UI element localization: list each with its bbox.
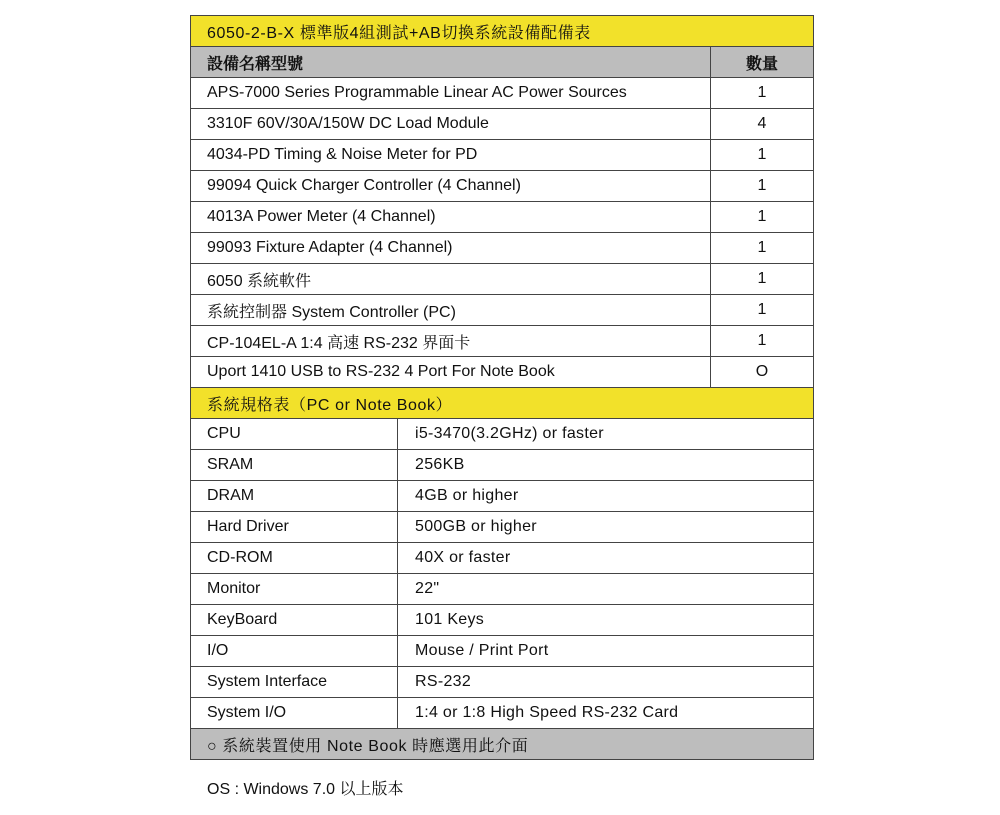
equipment-name: 4013A Power Meter (4 Channel) — [191, 202, 711, 232]
spec-key: SRAM — [191, 450, 398, 480]
spec-key: System Interface — [191, 667, 398, 697]
equipment-row — [191, 295, 813, 326]
spec-value: 101 Keys — [415, 611, 485, 628]
equipment-qty: 1 — [757, 146, 767, 163]
equipment-name: APS-7000 Series Programmable Linear AC Power Sources — [191, 78, 711, 108]
spec-value: 40X or faster — [415, 549, 511, 566]
spec-key: I/O — [191, 636, 398, 666]
equipment-name: Uport 1410 USB to RS-232 4 Port For Note Book — [191, 357, 711, 387]
equipment-row — [191, 264, 813, 295]
spec-row — [191, 543, 813, 574]
equipment-rows — [191, 78, 813, 388]
equipment-qty: 1 — [757, 270, 767, 287]
spec-key: Monitor — [191, 574, 398, 604]
spec-row — [191, 574, 813, 605]
spec-row — [191, 667, 813, 698]
equipment-row — [191, 171, 813, 202]
spec-value: Mouse / Print Port — [415, 642, 549, 659]
equipment-name: 系統控制器 System Controller (PC) — [191, 295, 711, 325]
spec-header: 系統規格表（PC or Note Book） — [207, 396, 453, 414]
equipment-name: CP-104EL-A 1:4 高速 RS-232 界面卡 — [191, 326, 711, 356]
equipment-row — [191, 326, 813, 357]
equipment-name-header: 設備名稱型號 — [191, 47, 711, 77]
equipment-row — [191, 109, 813, 140]
equipment-qty: 1 — [757, 177, 767, 194]
equipment-qty-header: 數量 — [745, 55, 778, 73]
equipment-row — [191, 140, 813, 171]
equipment-qty: 1 — [757, 332, 767, 349]
spec-value: RS-232 — [415, 673, 472, 690]
equipment-qty: 1 — [757, 208, 767, 225]
spec-row — [191, 512, 813, 543]
spec-key: System I/O — [191, 698, 398, 728]
equipment-name: 6050 系統軟件 — [191, 264, 711, 294]
spec-value: 500GB or higher — [415, 518, 537, 535]
equipment-row — [191, 233, 813, 264]
spec-value: 4GB or higher — [415, 487, 519, 504]
spec-value: i5-3470(3.2GHz) or faster — [415, 425, 604, 442]
equipment-row — [191, 202, 813, 233]
spec-row — [191, 605, 813, 636]
spec-row — [191, 698, 813, 729]
equipment-spec-table — [190, 15, 814, 760]
spec-value: 1:4 or 1:8 High Speed RS-232 Card — [415, 704, 679, 721]
equipment-row — [191, 357, 813, 388]
footer-note-row — [191, 729, 813, 760]
spec-row — [191, 419, 813, 450]
table-title: 6050-2-B-X 標準版4組測試+AB切換系統設備配備表 — [207, 24, 591, 42]
equipment-qty: 1 — [757, 239, 767, 256]
equipment-name: 4034-PD Timing & Noise Meter for PD — [191, 140, 711, 170]
os-note: OS : Windows 7.0 以上版本 — [207, 781, 404, 798]
spec-key: CD-ROM — [191, 543, 398, 573]
equipment-name: 99093 Fixture Adapter (4 Channel) — [191, 233, 711, 263]
equipment-qty: 1 — [757, 84, 767, 101]
spec-value: 22" — [415, 580, 440, 597]
spec-key: Hard Driver — [191, 512, 398, 542]
spec-row — [191, 450, 813, 481]
spec-row — [191, 636, 813, 667]
equipment-name: 99094 Quick Charger Controller (4 Channel) — [191, 171, 711, 201]
spec-key: DRAM — [191, 481, 398, 511]
equipment-row — [191, 78, 813, 109]
spec-key: CPU — [191, 419, 398, 449]
spec-key: KeyBoard — [191, 605, 398, 635]
equipment-name: 3310F 60V/30A/150W DC Load Module — [191, 109, 711, 139]
table-title-row — [191, 16, 813, 47]
spec-row — [191, 481, 813, 512]
equipment-qty: 4 — [757, 115, 767, 132]
equipment-qty: O — [755, 363, 769, 380]
equipment-header-row — [191, 47, 813, 78]
spec-header-row — [191, 388, 813, 419]
spec-value: 256KB — [415, 456, 465, 473]
equipment-qty: 1 — [757, 301, 767, 318]
footer-note: ○ 系統裝置使用 Note Book 時應選用此介面 — [207, 737, 529, 755]
spec-rows — [191, 419, 813, 729]
